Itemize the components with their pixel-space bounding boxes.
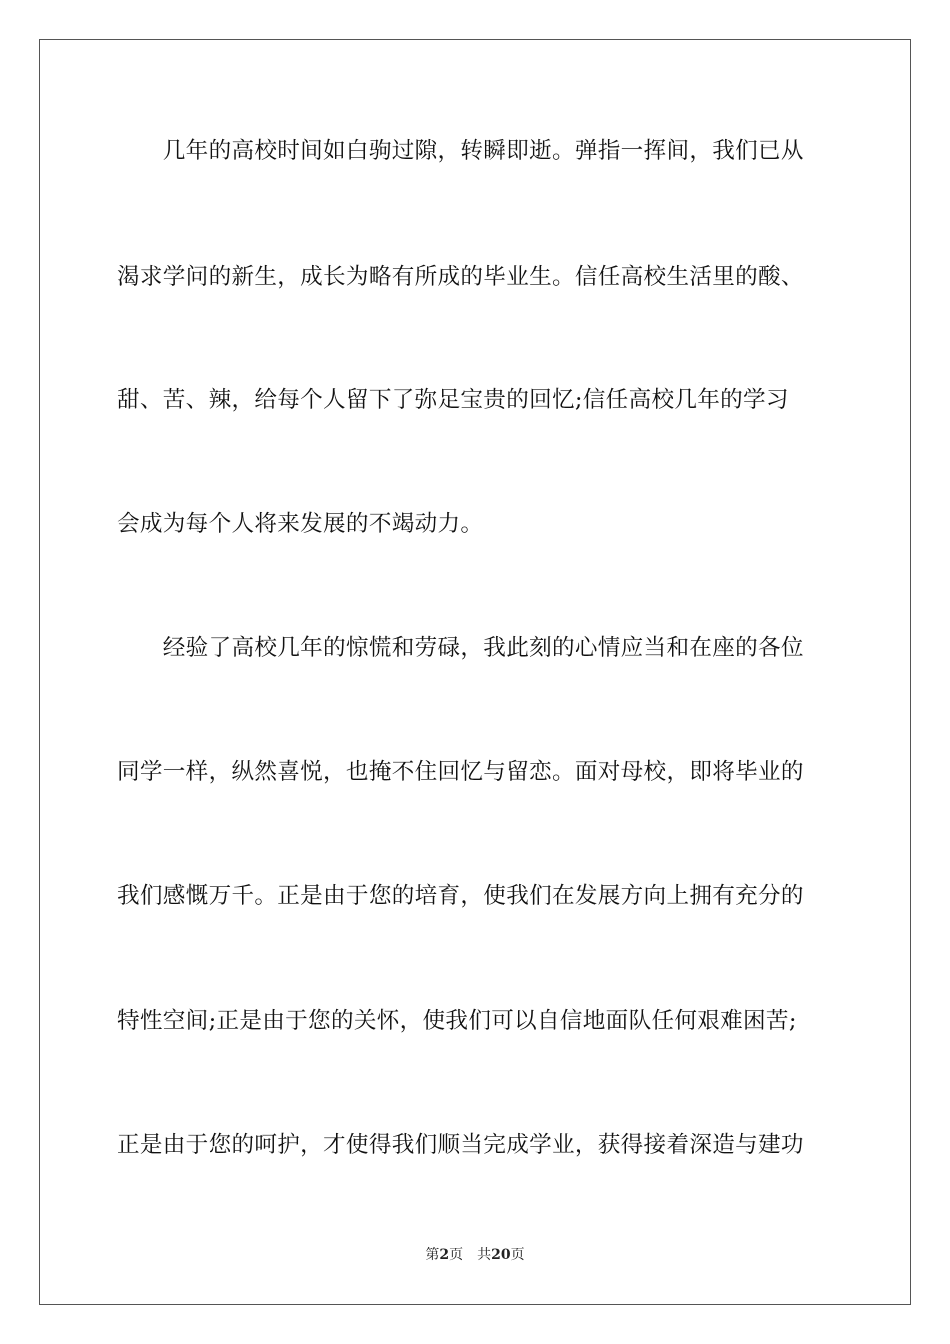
paragraph-2-line-1: 经验了高校几年的惊慌和劳碌，我此刻的心情应当和在座的各位 <box>117 635 804 661</box>
total-pages-number: 20 <box>491 1247 511 1263</box>
paragraph-1-line-3: 甜、苦、辣，给每个人留下了弥足宝贵的回忆;信任高校几年的学习 <box>117 387 789 413</box>
paragraph-2-line-3: 我们感慨万千。正是由于您的培育，使我们在发展方向上拥有充分的 <box>117 883 804 909</box>
paragraph-1-line-1: 几年的高校时间如白驹过隙，转瞬即逝。弹指一挥间，我们已从 <box>117 138 804 164</box>
paragraph-2-line-4: 特性空间;正是由于您的关怀，使我们可以自信地面队任何艰难困苦; <box>117 1008 797 1034</box>
page-prefix: 第 <box>425 1247 440 1263</box>
page-suffix: 页 <box>449 1247 464 1263</box>
total-prefix: 共 <box>477 1247 492 1263</box>
total-suffix: 页 <box>510 1247 525 1263</box>
paragraph-2-line-2: 同学一样，纵然喜悦，也掩不住回忆与留恋。面对母校，即将毕业的 <box>117 759 804 785</box>
current-page-number: 2 <box>439 1247 450 1263</box>
paragraph-2-line-5: 正是由于您的呵护，才使得我们顺当完成学业，获得接着深造与建功 <box>117 1132 804 1158</box>
paragraph-1-line-2: 渴求学问的新生，成长为略有所成的毕业生。信任高校生活里的酸、 <box>117 264 804 290</box>
paragraph-1-line-4: 会成为每个人将来发展的不竭动力。 <box>117 511 484 537</box>
page-border <box>39 39 911 1305</box>
page-footer <box>0 1246 950 1264</box>
